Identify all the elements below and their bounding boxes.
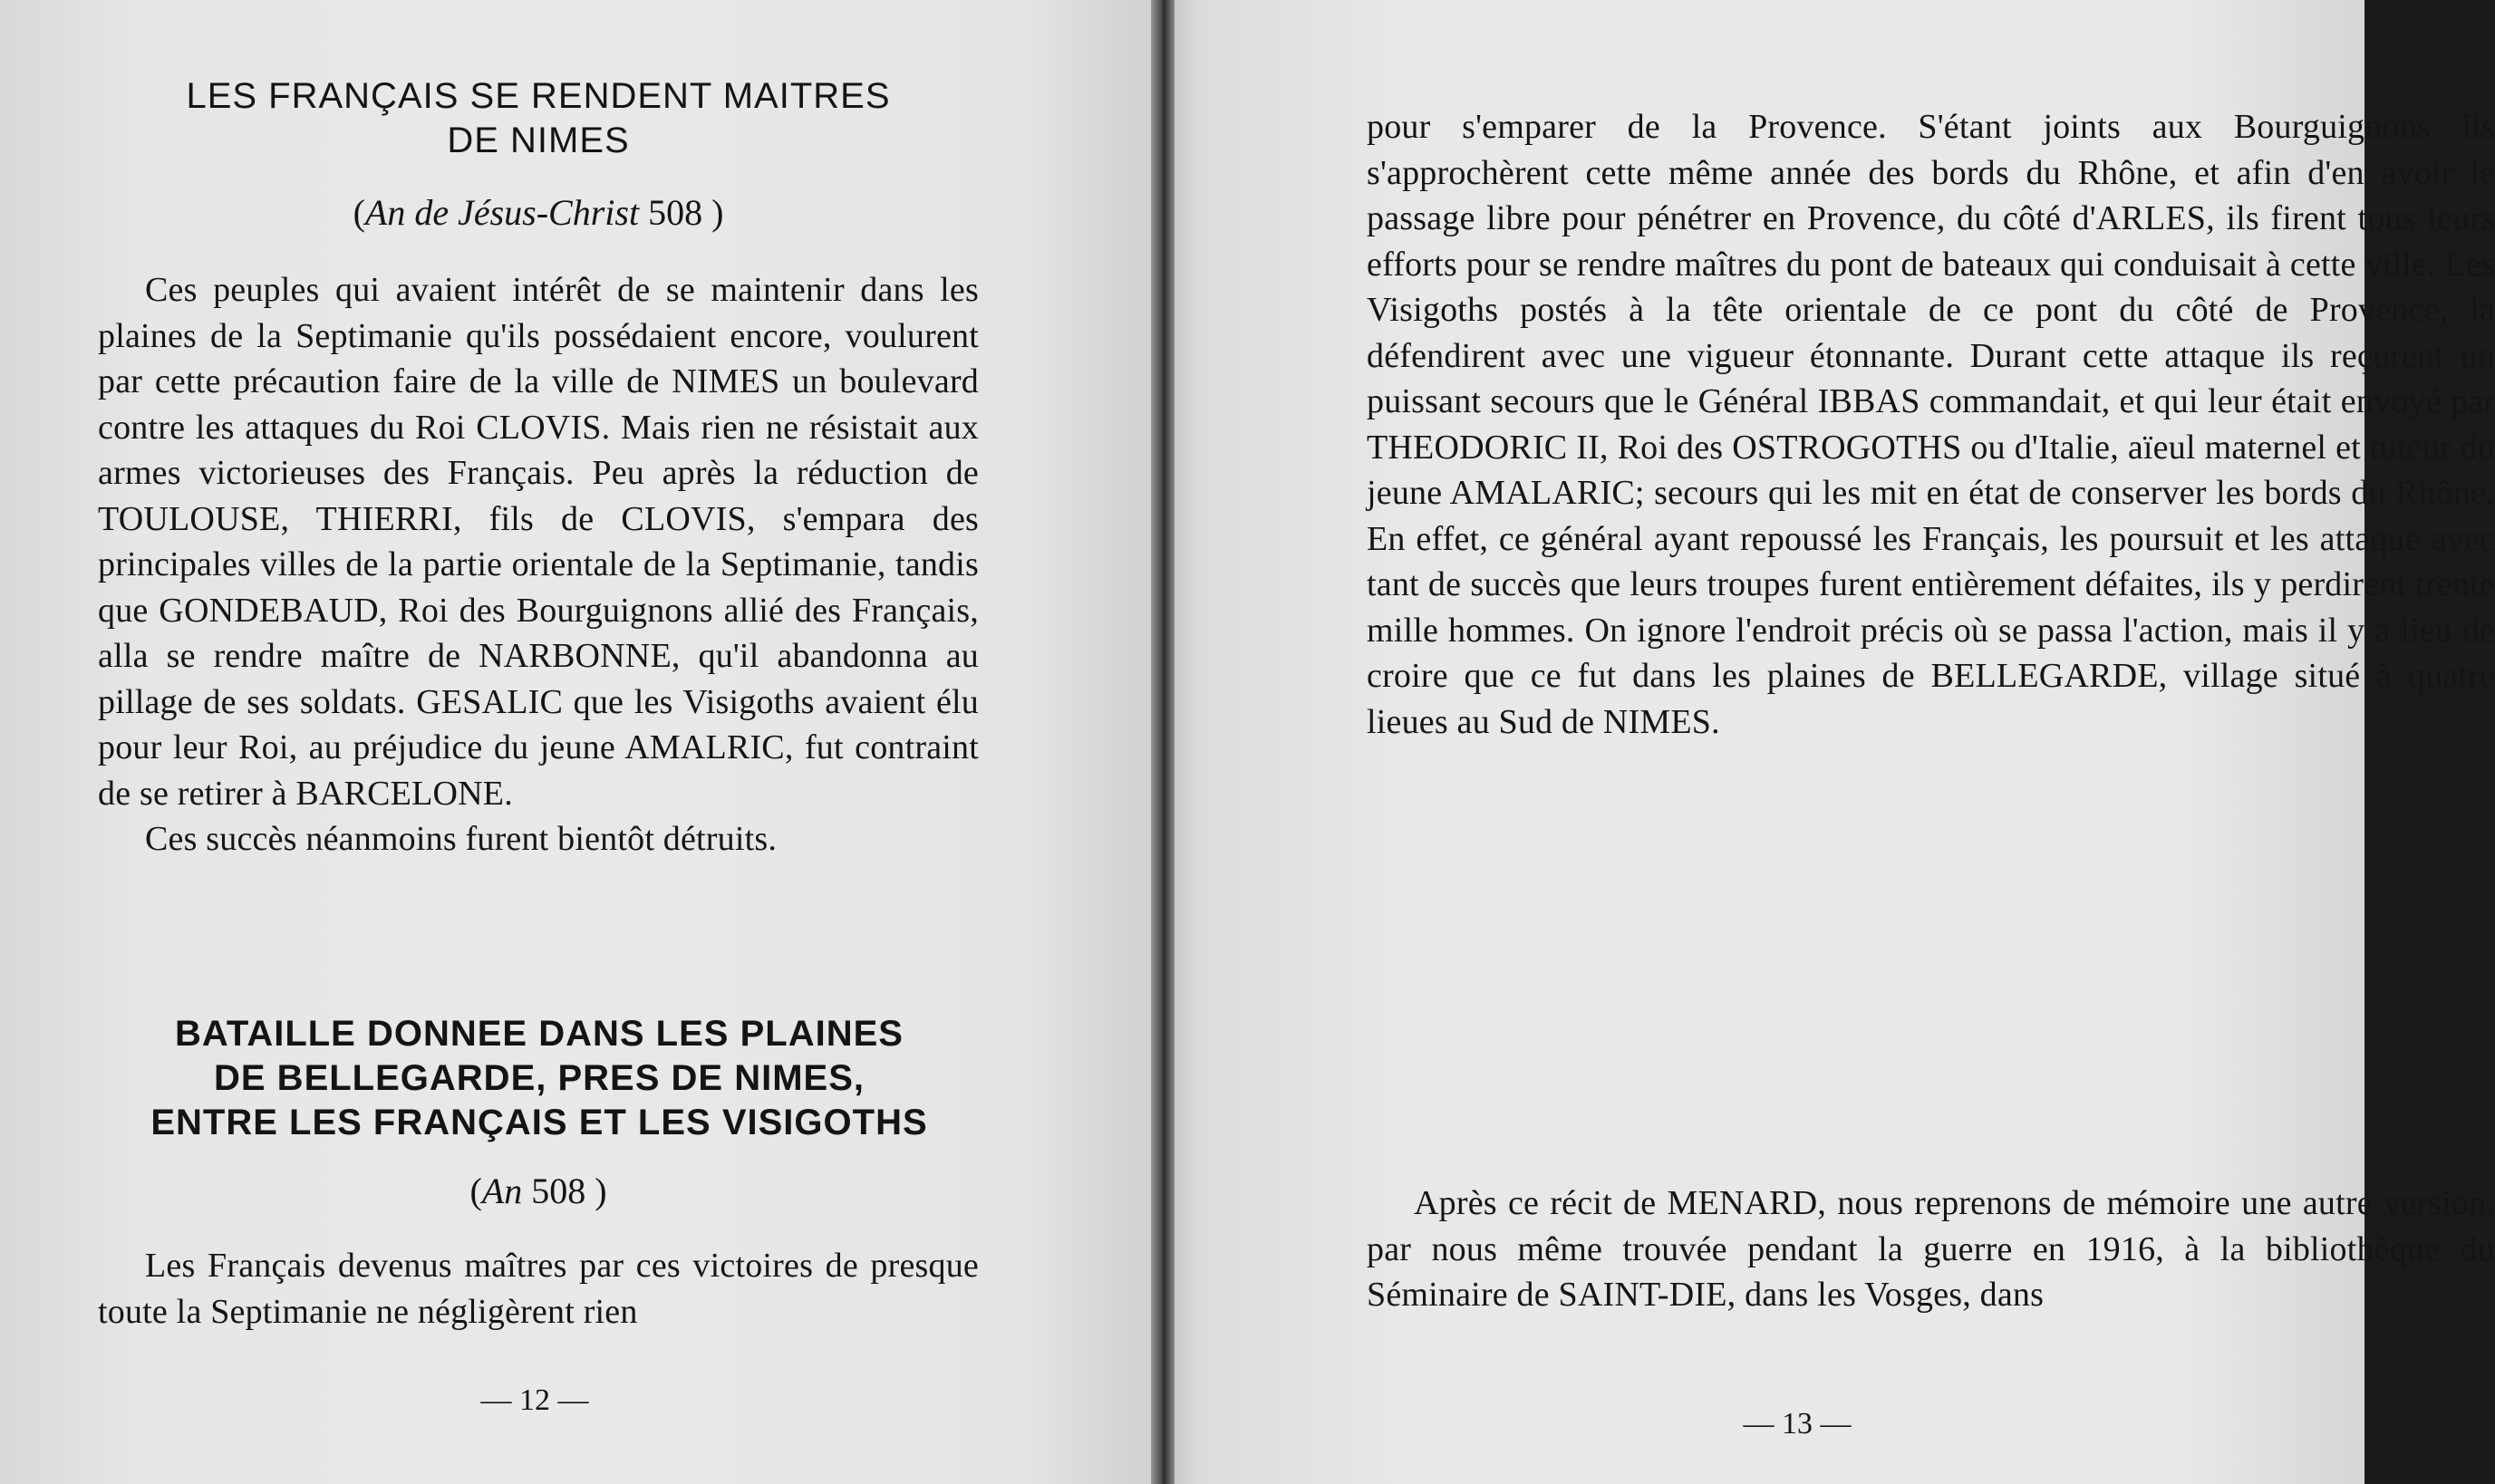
left-page	[0, 0, 1163, 1484]
heading-line: BATAILLE DONNEE DANS LES PLAINES	[175, 1014, 904, 1054]
chapter-heading-1	[98, 74, 979, 163]
chapter-heading-2	[91, 1012, 988, 1145]
chapter-date-1: (An de Jésus-Christ 508 )	[353, 192, 724, 233]
date-italic: An	[481, 1171, 523, 1211]
heading-line: ENTRE LES FRANÇAIS ET LES VISIGOTHS	[150, 1103, 928, 1142]
heading-line: LES FRANÇAIS SE RENDENT MAITRES	[186, 76, 891, 116]
date-italic: An de Jésus-Christ	[364, 192, 640, 233]
body-text-bottom	[98, 1243, 979, 1335]
paragraph: Après ce récit de MENARD, nous reprenons de mémoire une autre version, par nous même trouvée pendant la guerre en 1916, à la bibliothèque du Séminaire de SAINT-DIE, dans les Vosges, dans	[1367, 1184, 2495, 1314]
paragraph: Les Français devenus maîtres par ces victoires de presque toute la Septimanie ne négligèrent rien	[98, 1247, 979, 1331]
book-spine	[1151, 0, 1175, 1484]
heading-line: DE NIMES	[447, 120, 630, 160]
right-page	[1163, 0, 2495, 1484]
page-number: — 12 —	[480, 1383, 589, 1417]
body-text-top	[1367, 104, 2495, 745]
paragraph: Ces peuples qui avaient intérêt de se maintenir dans les plaines de la Septimanie qu'ils possédaient encore, voulurent par cette précaution faire de la ville de NIMES un boulevard contre les attaques du Roi CLOVIS. Mais rien ne résistait aux armes victorieuses des Français. Peu après la réduction de TOULOUSE, THIERRI, fils de CLOVIS, s'empara des principales villes de la partie orientale de la Septimanie, tandis que GONDEBAUD, Roi des Bourguignons allié des Français, alla se rendre maître de NARBONNE, qu'il abandonna au pillage de ses soldats. GESALIC que les Visigoths avaient élu pour leur Roi, au préjudice du jeune AMALRIC, fut contraint de se retirer à BARCELONE.	[98, 271, 979, 813]
heading-line: DE BELLEGARDE, PRES DE NIMES,	[214, 1058, 865, 1098]
body-text-bottom	[1367, 1180, 2495, 1318]
paragraph: pour s'emparer de la Provence. S'étant joints aux Bourguignons ils s'approchèrent cette même année des bords du Rhône, et afin d'en avoir le passage libre pour pénétrer en Provence, du côté d'ARLES, ils firent tous leurs efforts pour se rendre maîtres du pont de bateaux qui conduisait à cette ville. Les Visigoths postés à la tête orientale de ce pont du côté de Provence, la défendirent avec une vigueur étonnante. Durant cette attaque ils reçurent un puissant secours que le Général IBBAS commandait, et qui leur était envoyé par THEODORIC II, Roi des OSTROGOTHS ou d'Italie, aïeul maternel et tuteur du jeune AMALARIC; secours qui les mit en état de conserver les bords du Rhône. En effet, ce général ayant repoussé les Français, les poursuit et les attaque avec tant de succès que leurs troupes furent entièrement défaites, ils y perdirent trente mille hommes. On ignore l'endroit précis où se passa l'action, mais il y a lieu de croire que ce fut dans les plaines de BELLEGARDE, village situé à quatre lieues au Sud de NIMES.	[1367, 108, 2495, 741]
body-text-top	[98, 267, 979, 862]
paragraph: Ces succès néanmoins furent bientôt détruits.	[145, 820, 778, 858]
chapter-date-2: (An 508 )	[469, 1171, 607, 1211]
page-number: — 13 —	[1743, 1407, 1852, 1441]
